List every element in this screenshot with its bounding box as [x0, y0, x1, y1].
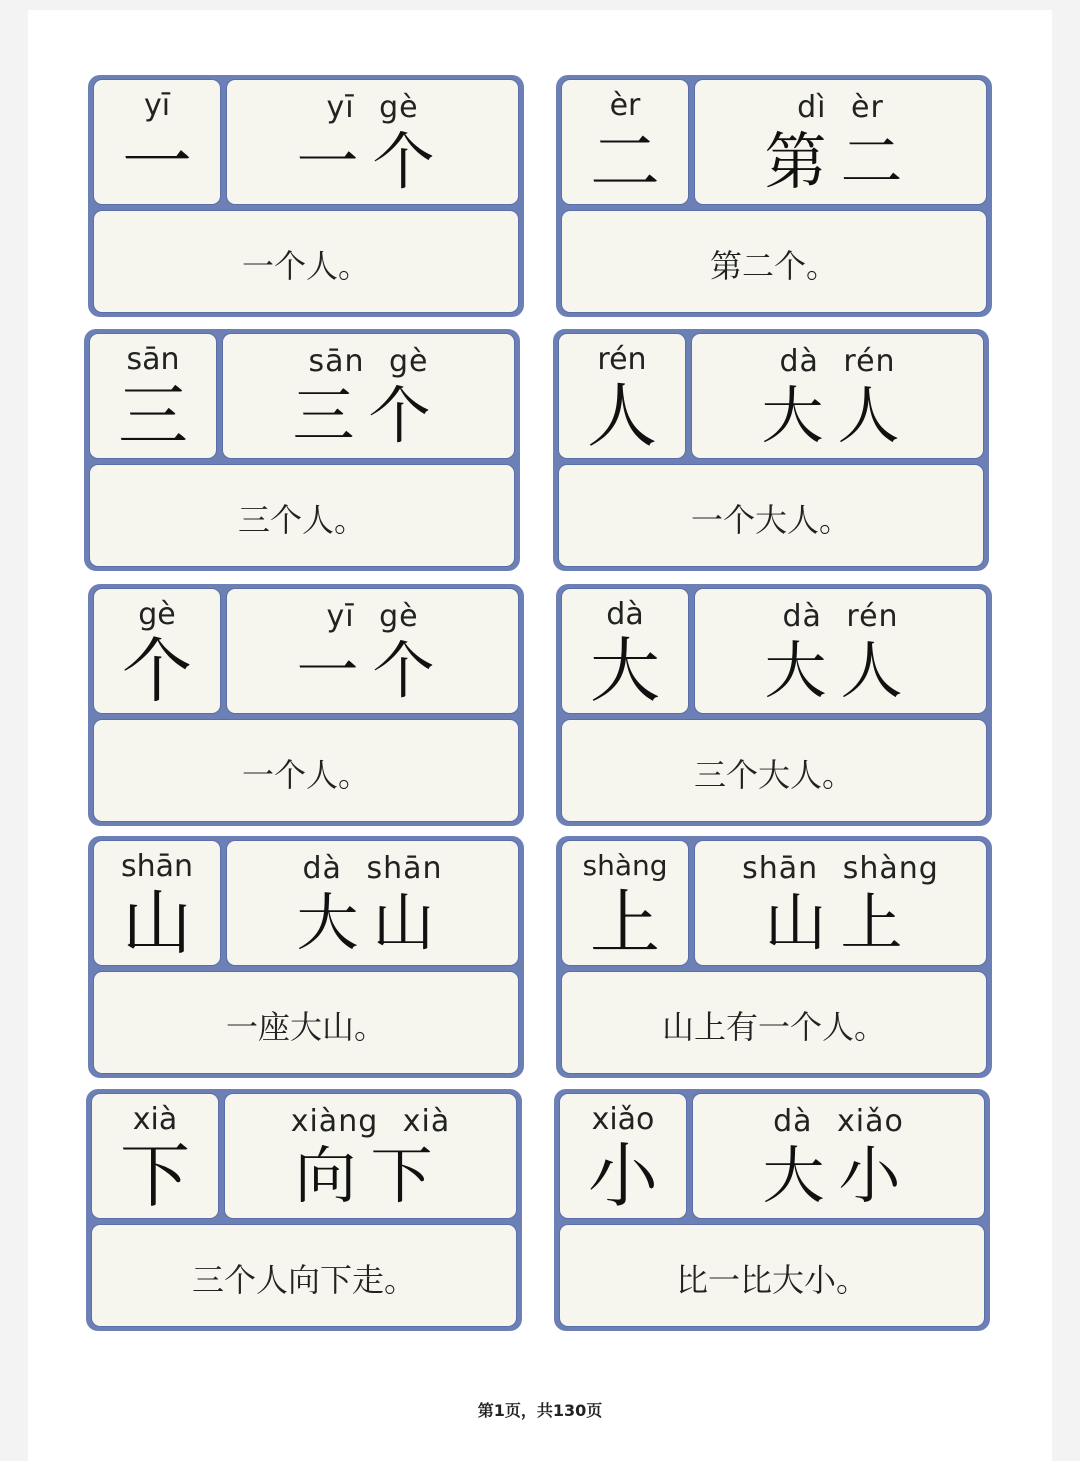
example-sentence: 三个人向下走。 — [191, 1261, 416, 1299]
single-pinyin: èr — [609, 88, 641, 123]
sentence-box — [93, 210, 519, 313]
single-pinyin: xiǎo — [591, 1102, 655, 1137]
single-pinyin: xià — [132, 1102, 178, 1137]
sentence-box — [558, 464, 984, 567]
word-characters: 大小 — [762, 1139, 915, 1212]
word-pinyin: xiàng xià — [290, 1104, 451, 1139]
word-characters: 大人 — [764, 634, 917, 707]
flashcard — [86, 1089, 522, 1331]
single-char-box — [558, 333, 686, 459]
word-pinyin: dà shān — [302, 851, 443, 886]
word-pinyin: dà rén — [782, 599, 899, 634]
word-characters: 向下 — [294, 1139, 447, 1212]
sentence-box — [561, 971, 987, 1074]
page-sheet — [28, 10, 1052, 1461]
single-char-box — [93, 79, 221, 205]
word-characters: 第二 — [764, 125, 917, 198]
flashcard — [88, 836, 524, 1078]
flashcard — [84, 329, 520, 571]
single-char-box — [561, 588, 689, 714]
word-box — [692, 1093, 985, 1219]
flashcard — [88, 75, 524, 317]
single-character: 二 — [590, 121, 660, 203]
word-box — [226, 840, 519, 966]
word-box — [694, 79, 987, 205]
sentence-box — [93, 971, 519, 1074]
single-pinyin: shàng — [582, 849, 668, 882]
single-pinyin: rén — [597, 342, 647, 377]
example-sentence: 一个人。 — [241, 756, 370, 794]
single-character: 三 — [118, 375, 188, 457]
flashcard — [554, 1089, 990, 1331]
word-characters: 大山 — [296, 886, 449, 959]
single-character: 大 — [590, 630, 660, 712]
single-pinyin: dà — [606, 597, 644, 632]
single-char-box — [89, 333, 217, 459]
flashcard — [556, 836, 992, 1078]
page-number-footer: 第1页，共130页 — [477, 1401, 603, 1420]
flashcard — [556, 584, 992, 826]
word-box — [226, 79, 519, 205]
word-pinyin: dà xiǎo — [773, 1104, 904, 1139]
word-pinyin: yī gè — [326, 90, 419, 125]
single-pinyin: sān — [126, 342, 180, 377]
single-char-box — [559, 1093, 687, 1219]
sentence-box — [561, 719, 987, 822]
word-box — [222, 333, 515, 459]
single-character: 小 — [588, 1135, 658, 1217]
flashcard — [556, 75, 992, 317]
single-char-box — [91, 1093, 219, 1219]
sentence-box — [93, 719, 519, 822]
word-pinyin: yī gè — [326, 599, 419, 634]
example-sentence: 一座大山。 — [225, 1008, 386, 1046]
word-pinyin: dì èr — [797, 90, 884, 125]
word-box — [694, 840, 987, 966]
sentence-box — [91, 1224, 517, 1327]
word-characters: 大人 — [761, 379, 914, 452]
word-characters: 三个 — [292, 379, 445, 452]
example-sentence: 三个人。 — [237, 501, 366, 539]
word-pinyin: sān gè — [308, 344, 429, 379]
single-char-box — [93, 840, 221, 966]
single-pinyin: shān — [120, 849, 194, 884]
sentence-box — [561, 210, 987, 313]
single-char-box — [93, 588, 221, 714]
word-characters: 山上 — [764, 886, 917, 959]
single-pinyin: yī — [143, 88, 171, 123]
example-sentence: 比一比大小。 — [675, 1261, 868, 1299]
example-sentence: 三个大人。 — [693, 756, 854, 794]
word-box — [226, 588, 519, 714]
sentence-box — [89, 464, 515, 567]
word-box — [694, 588, 987, 714]
word-box — [691, 333, 984, 459]
single-char-box — [561, 840, 689, 966]
word-characters: 一个 — [296, 125, 449, 198]
flashcard — [553, 329, 989, 571]
word-pinyin: shān shàng — [742, 851, 939, 886]
flashcard — [88, 584, 524, 826]
single-character: 一 — [122, 121, 192, 203]
single-pinyin: gè — [138, 597, 176, 632]
example-sentence: 山上有一个人。 — [661, 1008, 886, 1046]
word-characters: 一个 — [296, 634, 449, 707]
single-character: 人 — [587, 375, 657, 457]
single-character: 山 — [122, 882, 192, 964]
example-sentence: 第二个。 — [709, 247, 838, 285]
single-character: 上 — [590, 882, 660, 964]
single-character: 个 — [122, 630, 192, 712]
sentence-box — [559, 1224, 985, 1327]
example-sentence: 一个大人。 — [690, 501, 851, 539]
word-pinyin: dà rén — [779, 344, 896, 379]
word-box — [224, 1093, 517, 1219]
single-char-box — [561, 79, 689, 205]
example-sentence: 一个人。 — [241, 247, 370, 285]
single-character: 下 — [120, 1135, 190, 1217]
